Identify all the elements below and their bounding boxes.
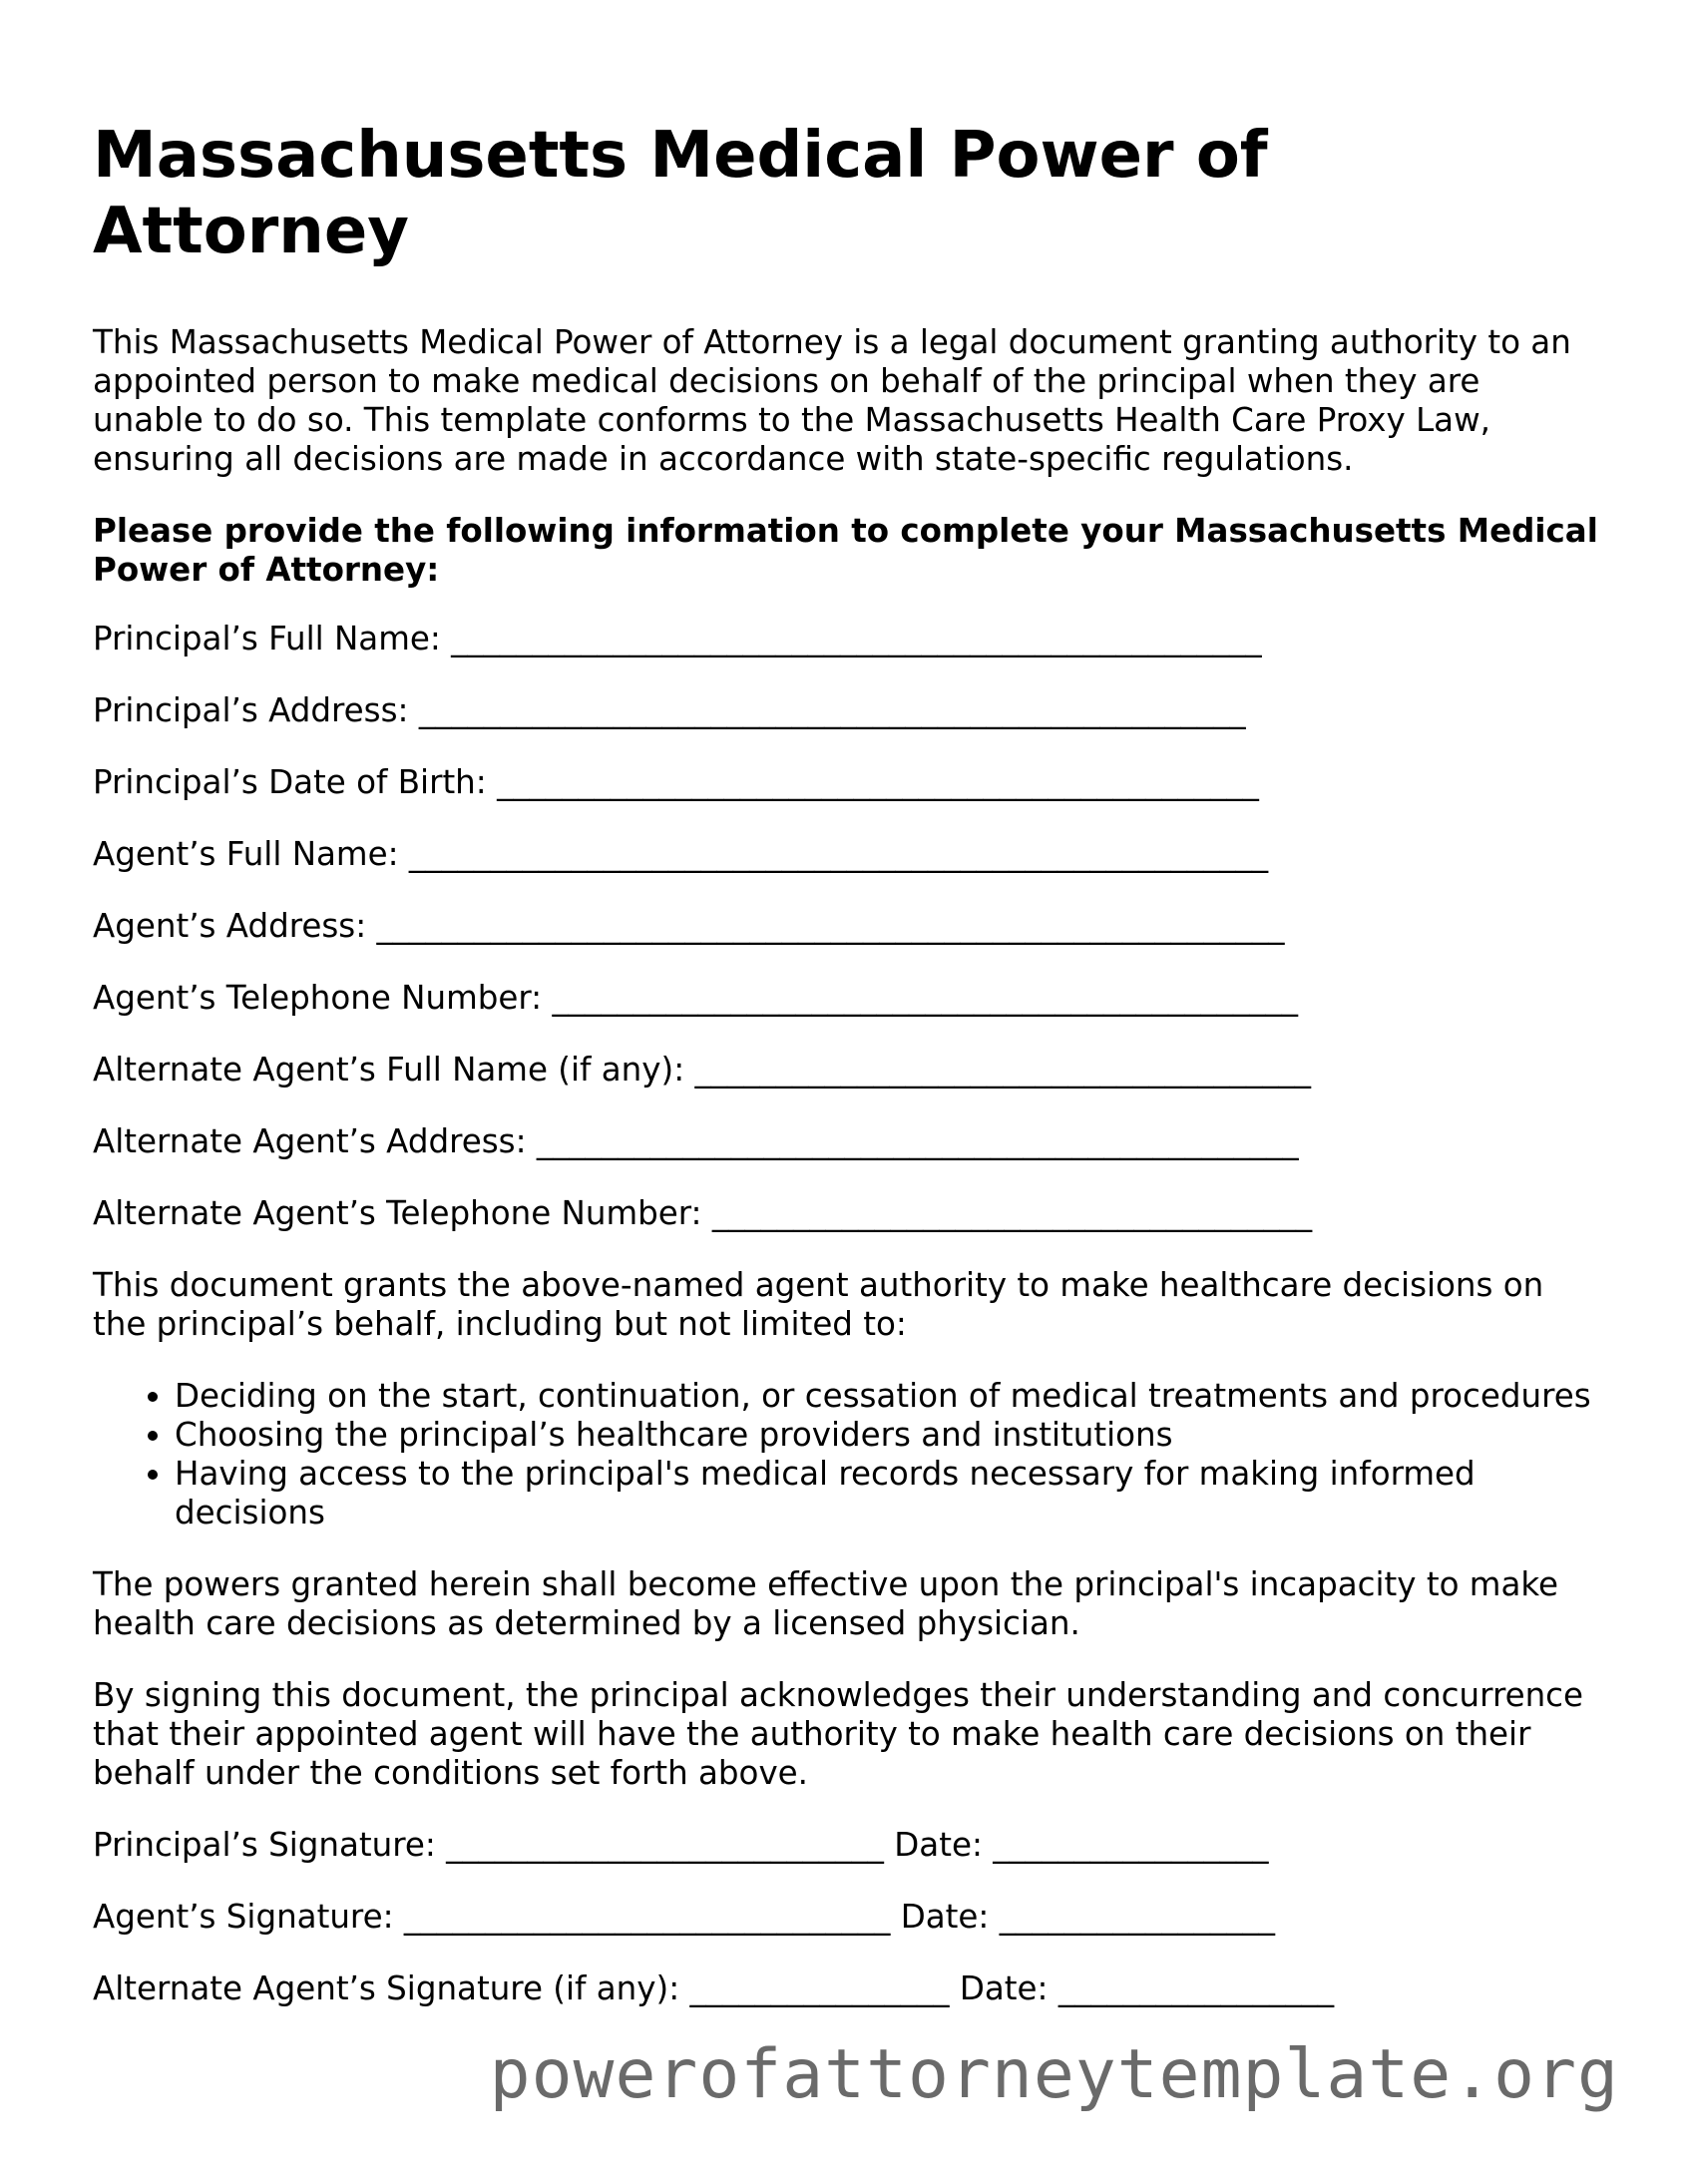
field-label: Agent’s Address: [93,907,367,945]
signatures-section [93,1826,1599,2008]
signature-blank[interactable]: ________________ [689,1969,950,2007]
date-label: Date: [959,1969,1049,2007]
signature-blank[interactable]: ___________________________ [446,1826,884,1864]
date-blank[interactable]: _________________ [999,1898,1275,1936]
field-principal-address [93,691,1599,730]
acknowledgement-paragraph: By signing this document, the principal acknowledges their understanding and concurrence that their appointed agent will have the authority to make health care decisions on their behalf under the conditions set forth above. [93,1676,1584,1792]
field-label: Alternate Agent’s Address: [93,1122,527,1160]
signature-principal [93,1826,1599,1865]
field-blank[interactable]: _______________________________________________ [536,1122,1299,1160]
field-blank[interactable]: ___________________________________________________ [418,691,1246,729]
signature-blank[interactable]: ______________________________ [403,1898,891,1936]
date-label: Date: [894,1826,983,1864]
field-label: Principal’s Date of Birth: [93,763,487,801]
page-title: Massachusetts Medical Power of Attorney [93,119,1268,268]
signature-label: Agent’s Signature: [93,1898,394,1936]
field-principal-full-name [93,620,1599,658]
grant-paragraph: This document grants the above-named agent authority to make healthcare decisions on the principal’s behalf, including but not limited to: [93,1266,1544,1343]
signature-alternate-agent [93,1969,1599,2008]
signature-label: Alternate Agent’s Signature (if any): [93,1969,680,2007]
field-blank[interactable]: ______________________________________________ [552,979,1298,1017]
field-label: Alternate Agent’s Telephone Number: [93,1194,702,1232]
site-watermark: powerofattorneytemplate.org [489,2035,1619,2114]
field-blank[interactable]: _______________________________________________ [497,763,1259,801]
field-label: Principal’s Address: [93,691,409,729]
instructions-prompt: Please provide the following information to complete your Massachusetts Medical Power of Attorney: [93,512,1598,589]
list-item: • Having access to the principal's medical records necessary for making informed decisions [175,1455,1599,1532]
field-agent-telephone [93,979,1599,1018]
field-blank[interactable]: _____________________________________ [711,1194,1313,1232]
list-item: • Deciding on the start, continuation, or cessation of medical treatments and procedures [175,1377,1599,1416]
field-blank[interactable]: ________________________________________________________ [376,907,1285,945]
intro-paragraph: This Massachusetts Medical Power of Attorney is a legal document granting authority to an appointed person to make medical decisions on behalf of the principal when they are unable to do so. This template conforms to the Massachusetts Health Care Proxy Law, ensuring all decisions are made in accordance with state-specific regulations. [93,323,1571,478]
signature-agent [93,1898,1599,1937]
date-label: Date: [900,1898,990,1936]
field-alternate-agent-full-name [93,1051,1599,1090]
field-blank[interactable]: _____________________________________________________ [408,835,1269,873]
field-alternate-agent-address [93,1122,1599,1161]
signature-label: Principal’s Signature: [93,1826,436,1864]
list-item: • Choosing the principal’s healthcare providers and institutions [175,1416,1599,1455]
date-blank[interactable]: _________________ [993,1826,1269,1864]
field-agent-address [93,907,1599,946]
effective-paragraph: The powers granted herein shall become effective upon the principal's incapacity to make health care decisions as determined by a licensed physician. [93,1565,1559,1642]
field-blank[interactable]: ______________________________________ [694,1051,1311,1089]
fields-section [93,620,1599,1233]
field-label: Alternate Agent’s Full Name (if any): [93,1051,685,1089]
field-agent-full-name [93,835,1599,874]
powers-list [93,1377,1599,1532]
field-blank[interactable]: __________________________________________________ [451,620,1262,657]
field-label: Agent’s Telephone Number: [93,979,543,1017]
field-alternate-agent-telephone [93,1194,1599,1233]
field-label: Agent’s Full Name: [93,835,399,873]
field-principal-dob [93,763,1599,802]
document-page [93,118,1599,2008]
field-label: Principal’s Full Name: [93,620,441,657]
date-blank[interactable]: _________________ [1057,1969,1335,2007]
